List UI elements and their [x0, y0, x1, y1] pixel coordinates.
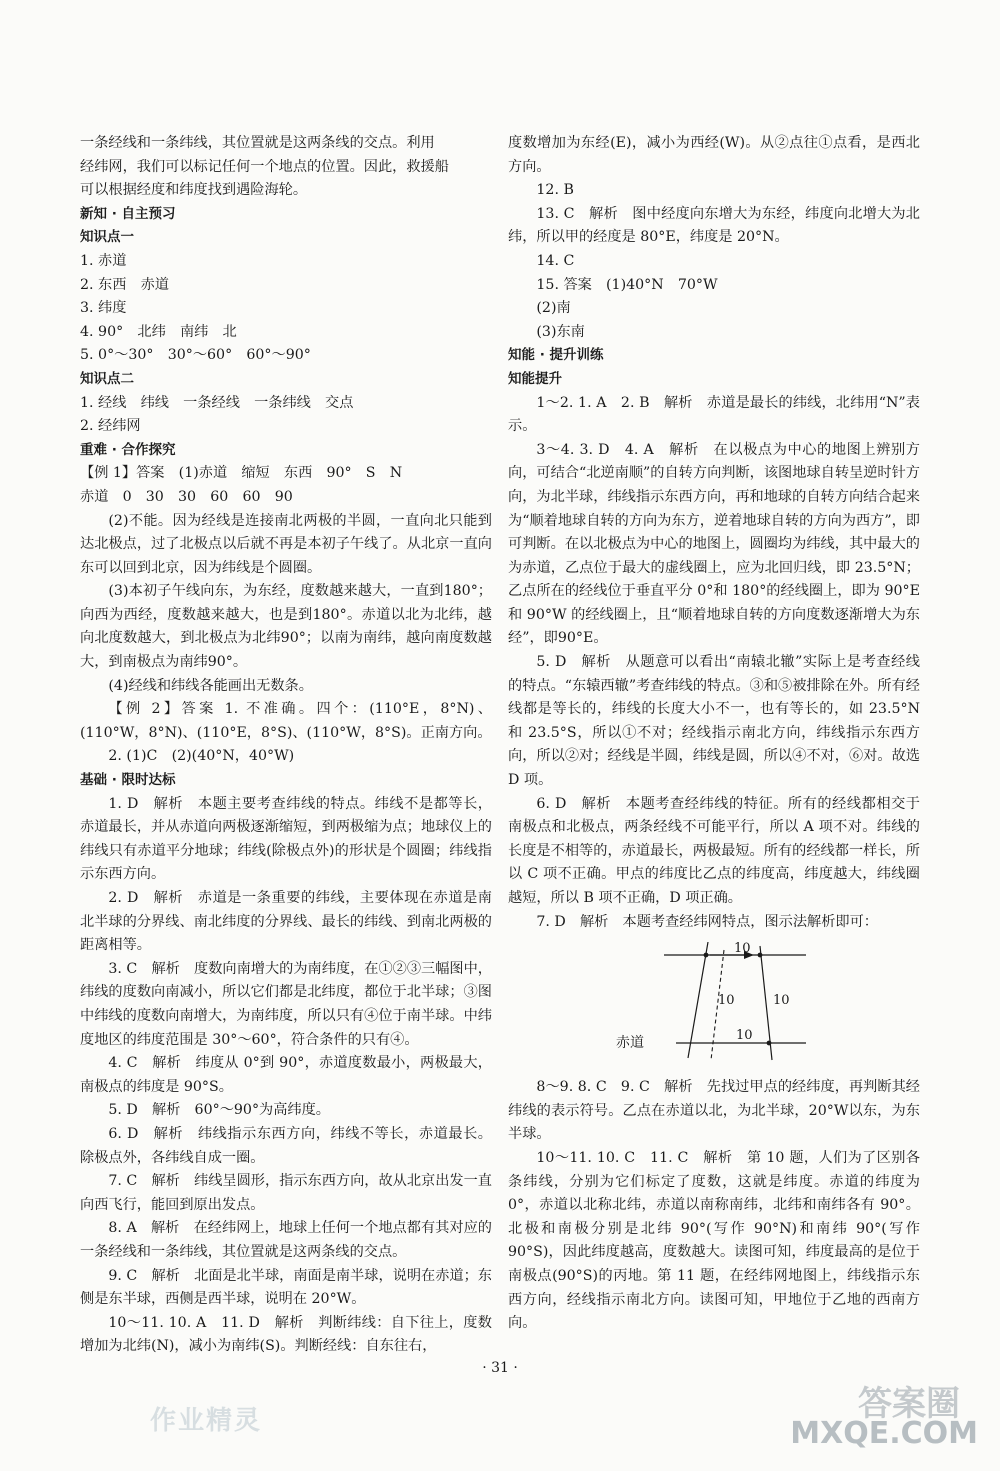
diagram-point	[704, 953, 709, 958]
section-heading: 知能提升	[508, 370, 562, 387]
text-paragraph: (3)本初子午线向东，为东经，度数越来越大，一直到180°；向西为西经，度数越来越大，也是到180°。赤道以北为北纬，越向北度数越大，到北极点为北纬90°；以南为南纬，越向南度数越大，到南极点为南纬90°。	[80, 583, 492, 671]
text-paragraph: (4)经线和纬线各能画出无数条。	[108, 677, 313, 694]
text-paragraph: 6. D 解析 纬线指示东西方向，纬线不等长，赤道最长。除极点外，各纬线自成一圈。	[80, 1125, 492, 1166]
text-paragraph: (3)东南	[536, 323, 585, 340]
diagram-label-bottom: 10	[736, 1028, 753, 1044]
watermark-site: MXQE.COM	[790, 1416, 978, 1451]
text-paragraph: 赤道 0 30 30 60 60 90	[80, 488, 293, 505]
text-paragraph: 1. D 解析 本题主要考查纬线的特点。纬线不是都等长，赤道最长，并从赤道向两极逐渐缩短，到两极缩为点；地球仪上的纬线只有赤道平分地球；纬线(除极点外)的形状是个圆圈；纬线指示东西方向。	[80, 795, 492, 883]
text-paragraph: 一条经线和一条纬线，其位置就是这两条线的交点。利用	[80, 135, 435, 151]
text-paragraph: 9. C 解析 北面是北半球，南面是南半球，说明在赤道；东侧是东半球，西侧是西半球，说明在 20°W。	[80, 1267, 492, 1308]
text-paragraph: 12. B	[536, 182, 574, 199]
text-paragraph: 14. C	[536, 252, 575, 269]
text-paragraph: 4. 90° 北纬 南纬 北	[80, 323, 237, 340]
section-heading: 基础 · 限时达标	[80, 772, 176, 789]
right-column	[508, 132, 920, 1336]
page-number: · 31 ·	[482, 1360, 518, 1376]
text-paragraph: 【例 2】答案 1. 不准确。四个：(110°E，8°N)、(110°W，8°N)、(110°E，8°S)、(110°W，8°S)。正南方向。	[80, 701, 492, 741]
text-paragraph: 1. 经线 纬线 一条经线 一条纬线 交点	[80, 394, 354, 411]
text-paragraph: 5. D 解析 60°～90°为高纬度。	[108, 1102, 330, 1119]
text-paragraph: 3. 纬度	[80, 300, 127, 317]
section-heading: 知识点一	[80, 229, 134, 246]
text-paragraph: 3～4. 3. D 4. A 解析 在以极点为中心的地图上辨别方向，可结合“北逆南顺”的自转方向判断，该图地球自转呈逆时针方向，为北半球，纬线指示东西方向，再和地球的自转方向结合起来为“顺着地球自转的方向为东方，逆着地球自转的方向为西方”，即可判断。在以北极点为中心的地图上，圆圈均为纬线，其中最大的为赤道，乙点位于最大的虚线圈上，应为北回归线，即 23.5°N；乙点所在的经线位于垂直平分 0°和 180°的经线圈上，即为 90°E 和 90°W 的经线圈上，且“顺着地球自转的方向度数逐渐增大为东经”，即90°E。	[508, 441, 920, 647]
text-paragraph: 7. D 解析 本题考查经纬网特点，图示法解析即可：	[536, 913, 878, 930]
diagram-meridian-left-solid	[688, 942, 708, 1058]
diagram-point	[758, 953, 763, 958]
text-paragraph: 1～2. 1. A 2. B 解析 赤道是最长的纬线，北纬用“N”表示。	[508, 394, 920, 435]
text-paragraph: 1. 赤道	[80, 252, 127, 269]
text-paragraph: 度数增加为东经(E)，减小为西经(W)。从②点往①点看，是西北方向。	[508, 135, 920, 175]
text-paragraph: 8～9. 8. C 9. C 解析 先找过甲点的经纬度，再判断其经纬线的表示符号。乙点在赤道以北，为北半球，20°W以东，为东半球。	[508, 1079, 920, 1143]
section-heading: 知能 · 提升训练	[508, 347, 604, 364]
text-paragraph: 13. C 解析 图中经度向东增大为东经，纬度向北增大为北纬，所以甲的经度是 80°E，纬度是 20°N。	[508, 205, 920, 246]
diagram-label-right: 10	[773, 993, 790, 1009]
text-paragraph: 可以根据经度和纬度找到遇险海轮。	[80, 182, 308, 199]
right-column-bottom-text	[508, 1076, 920, 1336]
text-paragraph: 5. D 解析 从题意可以看出“南辕北辙”实际上是考查经线的特点。“东辕西辙”考查纬线的特点。③和⑤被排除在外。所有经线都是等长的，纬线的长度大小不一，也有等长的，如 23.5°N 和 23.5°S，所以①不对；经线指示南北方向，纬线指示东西方向，所以②对；经线是半圆，纬线是圆，所以④不对，⑥对。故选 D 项。	[508, 654, 920, 789]
text-paragraph: 经纬网，我们可以标记任何一个地点的位置。因此，救援船	[80, 158, 449, 175]
text-paragraph: 7. C 解析 纬线呈圆形，指示东西方向，故从北京出发一直向西飞行，能回到原出发点。	[80, 1173, 492, 1213]
text-paragraph: 3. C 解析 度数向南增大的为南纬度，在①②③三幅图中，纬线的度数向南减小，所以它们都是北纬度，都位于北半球；③图中纬线的度数向南增大，为南纬度，所以只有④位于南半球。中纬度地区的纬度范围是 30°～60°，符合条件的只有④。	[80, 960, 492, 1048]
section-heading: 知识点二	[80, 370, 134, 387]
diagram-equator-label: 赤道	[616, 1035, 644, 1052]
text-paragraph: 2. D 解析 赤道是一条重要的纬线，主要体现在赤道是南北半球的分界线、南北纬度的分界线、最长的纬线、到南北两极的距离相等。	[80, 890, 492, 954]
text-paragraph: 2. (1)C (2)(40°N，40°W)	[108, 748, 295, 765]
text-paragraph: (2)南	[536, 300, 571, 317]
watermark-logo: 作业精灵	[150, 1406, 263, 1436]
diagram-label-left: 10	[718, 993, 735, 1009]
text-paragraph: 2. 东西 赤道	[80, 276, 169, 293]
section-heading: 重难 · 合作探究	[80, 441, 176, 458]
text-paragraph: 4. C 解析 纬度从 0°到 90°，赤道度数最小，两极最大，南极点的纬度是 90°S。	[80, 1055, 492, 1095]
text-paragraph: 10～11. 10. C 11. C 解析 第 10 题，人们为了区别各条纬线，分别为它们标定了度数，这就是纬度。赤道的纬度为 0°，赤道以北称北纬，赤道以南称南纬，北纬和南纬各有 90°。北极和南极分别是北纬 90°(写作 90°N)和南纬 90°(写作 90°S)，因此纬度越高，度数越大。读图可知，纬度最高的是位于南极点(90°S)的丙地。第 11 题，在经纬网地图上，纬线指示东西方向，经线指示南北方向。读图可知，甲地位于乙地的西南方向。	[508, 1149, 920, 1332]
text-paragraph: 10～11. 10. A 11. D 解析 判断纬线：自下往上，度数增加为北纬(N)，减小为南纬(S)。判断经线：自东往右，	[80, 1314, 492, 1355]
diagram-point	[767, 1041, 772, 1046]
text-paragraph: (2)不能。因为经线是连接南北两极的半圆，一直向北只能到达北极点，过了北极点以后就不再是本初子午线了。从北京一直向东可以回到北京，因为纬线是个圆圈。	[80, 512, 492, 576]
text-paragraph: 15. 答案 (1)40°N 70°W	[536, 276, 718, 293]
left-column	[80, 132, 492, 1359]
text-paragraph: 8. A 解析 在经纬网上，地球上任何一个地点都有其对应的一条经线和一条纬线，其位置就是这两条线的交点。	[80, 1220, 492, 1260]
watermark-brand: 答案圈	[858, 1384, 960, 1424]
lat-long-grid-diagram	[656, 942, 806, 1062]
right-column-top-text	[508, 132, 920, 934]
text-paragraph: 6. D 解析 本题考查经纬线的特征。所有的经线都相交于南极点和北极点，两条经线不可能平行，所以 A 项不对。纬线的长度是不相等的，赤道最长，两极最短。所有的经线都一样长，所以 C 项不正确。甲点的纬度比乙点的纬度高，纬度越大，纬线圈越短，所以 B 项不正确，D 项正确。	[508, 795, 920, 906]
text-paragraph: 2. 经纬网	[80, 418, 141, 435]
text-paragraph: 【例 1】答案 (1)赤道 缩短 东西 90° S N	[80, 465, 403, 482]
section-heading: 新知 · 自主预习	[80, 205, 176, 222]
diagram-label-top: 10	[734, 942, 751, 957]
text-paragraph: 5. 0°～30° 30°～60° 60°～90°	[80, 347, 311, 364]
